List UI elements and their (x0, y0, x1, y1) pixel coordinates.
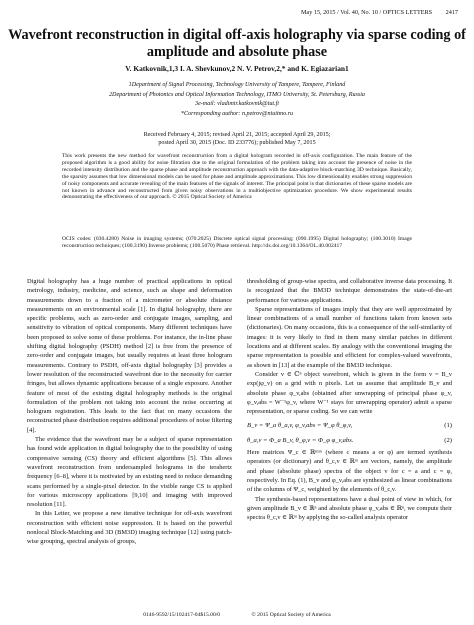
affiliation-2: 2Department of Photonics and Optical Information Technology, ITMO University, St. Petersburg, Russia (109, 91, 365, 98)
journal-info: May 15, 2015 / Vol. 40, No. 10 / OPTICS LETTERS (300, 9, 433, 16)
copyright: © 2015 Optical Society of America (251, 612, 331, 618)
equation-1 (247, 421, 452, 430)
paper-title: Wavefront reconstruction in digital off-axis holography via sparse coding of amplitude and absolute phase (8, 27, 466, 60)
paragraph: The synthesis-based representations have a dual point of view in which, for given amplitude B_v ∈ ℝⁿ and absolute phase φ_v,abs ∈ ℝⁿ, we compute their spectra θ_c,v ∈ ℝᵐ by applying the so-called analysis operator (247, 495, 452, 522)
corresponding-author: *Corresponding author: n.petrov@niuitmo.ru (180, 110, 294, 117)
page-number: 2417 (445, 9, 458, 16)
affiliation-1: 1Department of Signal Processing, Technology University of Tampere, Tampere, Finland (128, 82, 346, 88)
paragraph: Digital holography has a huge number of practical applications in optical metrology, industry, medicine, and science, such as shape and deformation measurements down to a fraction of a micrometer or absolute distance measurements on an environmental scale [1]. In digital holography, there are specific problems, such as zero-order and conjugate images, sampling, and sensitivity to vibration of optical components. Many different techniques have been proposed to solve some of these problems. For instance, the in-line phase shifting digital holography (PSDH) method [2] is free from the presence of zero-order and conjugate images, but usually requires at least three hologram measurements. Contrary to PSDH, off-axis digital holography [3] provides a lower resolution of the reconstructed wavefront due to the necessity for carrier fringes, but allows dynamic applications because of a single exposure. Another feature of most of the existing digital holography methods is the original formulation of the problem not taking into account the noise occurring at hologram registration. This leads to the fact that on many occasions the reconstructed phase distribution requires additional procedures of noise filtering [4]. (27, 278, 232, 434)
page-footer (0, 612, 474, 618)
equation-number: (2) (444, 436, 452, 444)
equation-number: (1) (444, 422, 452, 430)
paragraph: In this Letter, we propose a new iterative technique for off-axis wavefront reconstruction with efficient noise suppression. It is based on the powerful nonlocal Block-Matching and 3D (BM3D) imaging technique [12] using patch-wise grouping, spectral analysis of groups, (27, 510, 232, 546)
author-list: V. Katkovnik,1,3 I. A. Shevkunov,2 N. V. Petrov,2,* and K. Egiazarian1 (125, 64, 349, 73)
paragraph: Here matrices Ψ_c ∈ ℝⁿˣᵐ (where c means a or φ) are termed synthesis operators (or dictionary) and θ_c,v ∈ ℝᵐ are vectors, namely, the amplitude and phase (absolute phase) spectra of the object v for c = a and c = φ, respectively. In Eq. (1), B_v and φ_v,abs are synthesized as linear combinations of the columns of Ψ_c, weighted by the elements of θ_c,v. (247, 449, 452, 494)
paragraph: Consider v ∈ ℂⁿ object wavefront, which is given in the form v = B_v exp(jφ_v) on a grid with n pixels. Let us assume that amplitude B_v and absolute phase φ_v,abs (obtained after unwrapping of principal phase φ_v, φ_v,abs = W⁻¹φ_v, where W⁻¹ stays for unwrapping operator) admit a sparse representation, or sparse coding. So we can write (247, 370, 452, 416)
author-email: 3e-mail: vladimir.katkovnik@tut.fi (195, 101, 279, 107)
paragraph: thresholding of group-wise spectra, and collaborative inverse data processing. It is recognized that the BM3D technique demonstrates the state-of-the-art performance for various applications. (247, 278, 452, 304)
received-line-2: posted April 30, 2015 (Doc. ID 233776); published May 7, 2015 (158, 140, 316, 147)
running-header (301, 9, 458, 16)
paragraph: The evidence that the wavefront may be a subject of sparse representation has found wide application in digital holography due to the possibility of using compressive sensing (CS) theory and efficient algorithms [5]. This allows wavefront reconstruction from undersampled holograms in the terahertz frequency [6–8], where it is motivated by an existing need to reduce demanding scans performed by a single-pixel detector. In the visible range CS is applied for various microscopy applications [9,10] and imaging with improved resolution [11]. (27, 436, 232, 509)
equation-2 (247, 436, 452, 445)
ocis-codes: OCIS codes: (030.4280) Noise in imaging systems; (070.2025) Discrete optical signal processing; (090.1995) Digital holography; (100.3010) Image reconstruction techniques; (100.3190) Inverse problems; (100.5070) Phase retrieval. http://dx.doi.org/10.1364/OL.40.002417 (62, 236, 412, 249)
received-line-1: Received February 4, 2015; revised April 21, 2015; accepted April 29, 2015; (143, 132, 331, 138)
affiliations (0, 81, 474, 119)
article-code: 0146-9592/15/102417-04$15.00/0 (143, 612, 221, 618)
equation-body: B_v = Ψ_a θ_a,v, φ_v,abs = Ψ_φ θ_φ,v, (247, 422, 353, 430)
right-column (247, 277, 452, 522)
left-column (27, 277, 232, 547)
abstract: This work presents the new method for wavefront reconstruction from a digital hologram recorded in off-axis configuration. The main feature of the proposed algorithm is a good ability for noise filtration due to the original formulation of the problem taking into account the presence of noise in the recorded intensity distribution and the sparse phase and amplitude reconstruction approach with the data-adaptive block-matching 3D technique. Basically, the sparsity assumes that low dimensional models can be used for phase and amplitude approximations. This low dimensionality enables strong suppression of noisy components and accurate revealing of the main features of the signals of interest. The principal point is that dictionaries of these sparse models are not known in advance and reconstructed from given noisy observations in a multiobjective optimization procedure. We show experimental results demonstrating the effectiveness of our approach. © 2015 Optical Society of America (62, 153, 412, 201)
paragraph: Sparse representations of images imply that they are well approximated by linear combinations of a small number of functions taken from known sets (dictionaries). On many occasions, this is a consequence of the self-similarity of images: it is very likely to find in them many similar patches in different locations and at different scales. By analogy with the conventional imaging the sparse representation is possible and efficient for complex-valued wavefronts, as shown in [13] at the example of the BM3D technique. (247, 305, 452, 369)
received-dates (0, 131, 474, 148)
equation-body: θ_a,v = Φ_a B_v, θ_φ,v = Φ_φ φ_v,abs. (247, 436, 354, 444)
